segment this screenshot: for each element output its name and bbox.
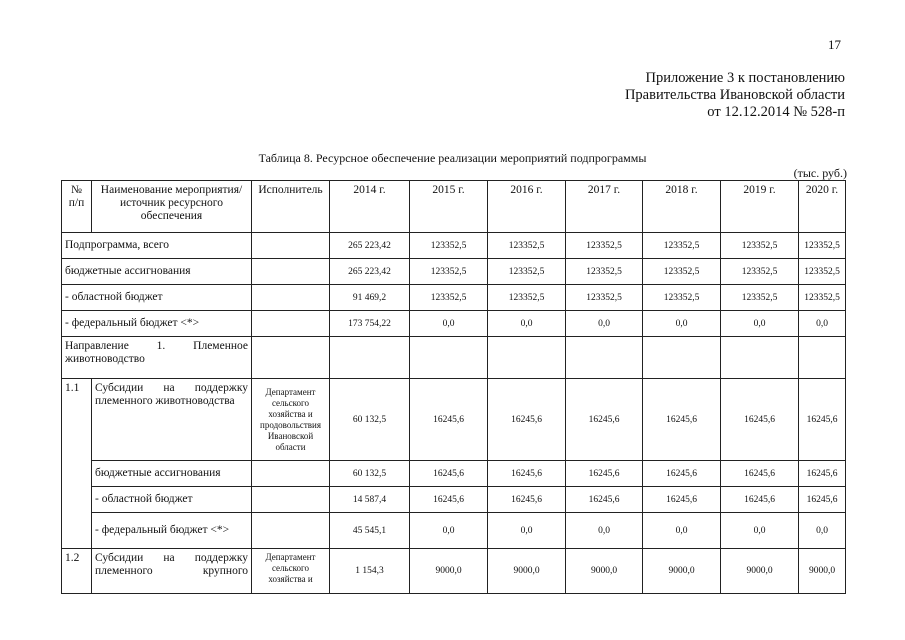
value-cell xyxy=(566,337,643,379)
executor-cell xyxy=(252,487,330,513)
appendix-line-1: Приложение 3 к постановлению xyxy=(645,70,845,86)
appendix-line-3: от 12.12.2014 № 528-п xyxy=(707,104,845,120)
value-cell: 9000,0 xyxy=(410,549,488,594)
value-cell: 123352,5 xyxy=(643,233,721,259)
value-cell: 16245,6 xyxy=(566,461,643,487)
value-cell: 16245,6 xyxy=(721,461,799,487)
value-cell: 123352,5 xyxy=(721,259,799,285)
value-cell: 123352,5 xyxy=(799,233,846,259)
appendix-line-2: Правительства Ивановской области xyxy=(624,87,845,103)
value-cell: 123352,5 xyxy=(566,285,643,311)
row-label: бюджетные ассигнования xyxy=(92,461,252,487)
header-year: 2018 г. xyxy=(643,181,721,233)
value-cell: 0,0 xyxy=(566,513,643,549)
value-cell xyxy=(330,337,410,379)
value-cell: 123352,5 xyxy=(799,285,846,311)
executor-cell xyxy=(252,311,330,337)
value-cell: 9000,0 xyxy=(799,549,846,594)
table-row xyxy=(62,549,846,594)
value-cell: 123352,5 xyxy=(566,259,643,285)
executor-cell xyxy=(252,461,330,487)
table-row xyxy=(62,311,846,337)
table-row xyxy=(62,233,846,259)
value-cell: 265 223,42 xyxy=(330,233,410,259)
executor-cell xyxy=(252,233,330,259)
value-cell: 16245,6 xyxy=(488,461,566,487)
row-label: - областной бюджет xyxy=(92,487,252,513)
row-label: - федеральный бюджет <*> xyxy=(62,311,252,337)
value-cell: 9000,0 xyxy=(566,549,643,594)
table-row xyxy=(62,461,846,487)
value-cell xyxy=(799,337,846,379)
row-label: - областной бюджет xyxy=(62,285,252,311)
executor-cell xyxy=(252,285,330,311)
value-cell: 16245,6 xyxy=(799,379,846,461)
value-cell: 123352,5 xyxy=(799,259,846,285)
value-cell: 16245,6 xyxy=(566,379,643,461)
value-cell: 0,0 xyxy=(410,513,488,549)
header-year: 2020 г. xyxy=(799,181,846,233)
value-cell: 16245,6 xyxy=(643,379,721,461)
value-cell: 123352,5 xyxy=(566,233,643,259)
value-cell: 16245,6 xyxy=(410,461,488,487)
item-label: Субсидии на поддержку племенного животноводства xyxy=(92,379,252,461)
header-year: 2014 г. xyxy=(330,181,410,233)
value-cell: 0,0 xyxy=(643,513,721,549)
value-cell: 0,0 xyxy=(721,311,799,337)
header-year: 2016 г. xyxy=(488,181,566,233)
row-label: - федеральный бюджет <*> xyxy=(92,513,252,549)
header-year: 2019 г. xyxy=(721,181,799,233)
row-label: Подпрограмма, всего xyxy=(62,233,252,259)
item-number: 1.2 xyxy=(62,549,92,594)
value-cell: 123352,5 xyxy=(721,233,799,259)
value-cell xyxy=(643,337,721,379)
value-cell: 1 154,3 xyxy=(330,549,410,594)
page-number: 17 xyxy=(828,37,841,52)
value-cell: 173 754,22 xyxy=(330,311,410,337)
value-cell: 123352,5 xyxy=(643,285,721,311)
value-cell: 123352,5 xyxy=(643,259,721,285)
header-executor: Исполнитель xyxy=(252,181,330,233)
value-cell: 91 469,2 xyxy=(330,285,410,311)
table-row xyxy=(62,285,846,311)
item-number: 1.1 xyxy=(62,379,92,549)
value-cell xyxy=(488,337,566,379)
value-cell: 123352,5 xyxy=(488,285,566,311)
value-cell: 16245,6 xyxy=(799,461,846,487)
value-cell: 60 132,5 xyxy=(330,461,410,487)
value-cell: 16245,6 xyxy=(643,487,721,513)
header-name: Наименование мероприятия/источник ресурсного обеспечения xyxy=(92,181,252,233)
header-num: № п/п xyxy=(62,181,92,233)
value-cell: 123352,5 xyxy=(488,233,566,259)
executor-cell xyxy=(252,513,330,549)
table-row xyxy=(62,259,846,285)
value-cell: 0,0 xyxy=(566,311,643,337)
value-cell: 265 223,42 xyxy=(330,259,410,285)
value-cell: 123352,5 xyxy=(721,285,799,311)
executor-cell: Департамент сельского хозяйства и продовольствия Ивановской области xyxy=(252,379,330,461)
value-cell: 9000,0 xyxy=(488,549,566,594)
value-cell: 16245,6 xyxy=(488,379,566,461)
value-cell: 60 132,5 xyxy=(330,379,410,461)
direction-row xyxy=(62,337,846,379)
table-row xyxy=(62,379,846,461)
value-cell: 16245,6 xyxy=(410,379,488,461)
value-cell: 16245,6 xyxy=(566,487,643,513)
value-cell: 0,0 xyxy=(643,311,721,337)
item-label: Субсидии на поддержку племенного крупного xyxy=(92,549,252,594)
value-cell: 16245,6 xyxy=(721,379,799,461)
value-cell: 16245,6 xyxy=(488,487,566,513)
value-cell: 0,0 xyxy=(721,513,799,549)
units-label: (тыс. руб.) xyxy=(793,166,847,180)
table-row xyxy=(62,487,846,513)
value-cell: 9000,0 xyxy=(721,549,799,594)
table-title: Таблица 8. Ресурсное обеспечение реализации мероприятий подпрограммы xyxy=(258,151,647,165)
row-label: бюджетные ассигнования xyxy=(62,259,252,285)
value-cell: 16245,6 xyxy=(721,487,799,513)
value-cell: 0,0 xyxy=(799,311,846,337)
executor-cell xyxy=(252,337,330,379)
value-cell: 0,0 xyxy=(410,311,488,337)
value-cell: 16245,6 xyxy=(410,487,488,513)
header-year: 2017 г. xyxy=(566,181,643,233)
value-cell: 123352,5 xyxy=(488,259,566,285)
value-cell: 123352,5 xyxy=(410,233,488,259)
value-cell: 0,0 xyxy=(488,513,566,549)
value-cell xyxy=(721,337,799,379)
value-cell xyxy=(410,337,488,379)
value-cell: 123352,5 xyxy=(410,259,488,285)
resource-table xyxy=(61,180,846,594)
value-cell: 45 545,1 xyxy=(330,513,410,549)
value-cell: 14 587,4 xyxy=(330,487,410,513)
executor-cell: Департамент сельского хозяйства и xyxy=(252,549,330,594)
executor-cell xyxy=(252,259,330,285)
header-year: 2015 г. xyxy=(410,181,488,233)
appendix-header xyxy=(625,70,845,121)
value-cell: 0,0 xyxy=(488,311,566,337)
direction-label: Направление 1. Племенное животноводство xyxy=(62,337,252,379)
value-cell: 9000,0 xyxy=(643,549,721,594)
value-cell: 16245,6 xyxy=(799,487,846,513)
value-cell: 123352,5 xyxy=(410,285,488,311)
value-cell: 16245,6 xyxy=(643,461,721,487)
header-row xyxy=(62,181,846,233)
value-cell: 0,0 xyxy=(799,513,846,549)
table-row xyxy=(62,513,846,549)
